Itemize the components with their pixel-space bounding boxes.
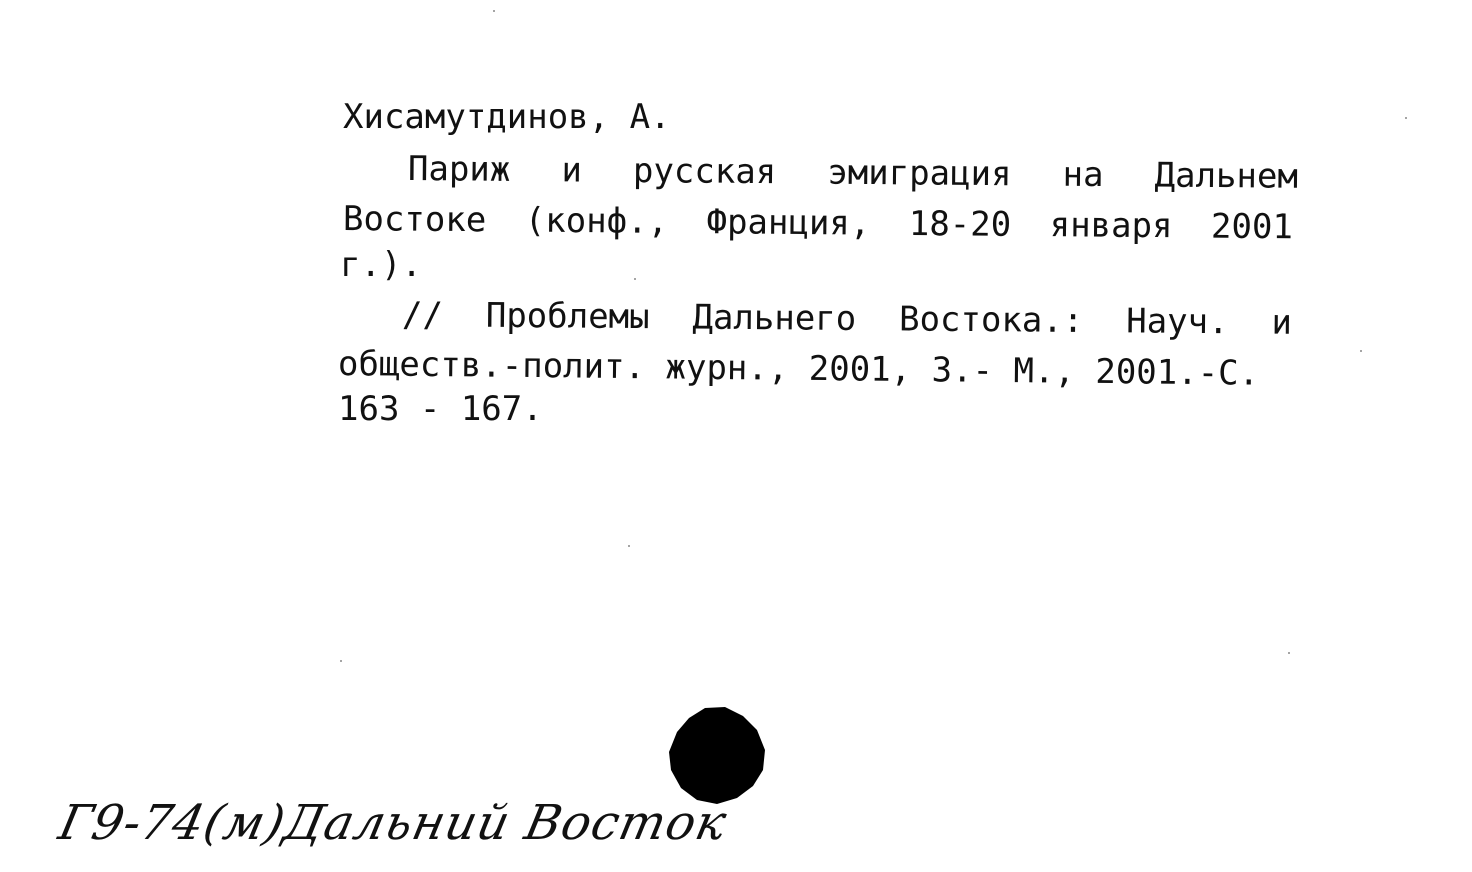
speck — [1288, 652, 1290, 654]
source-word: Дальнего — [692, 297, 857, 339]
source-word: и — [1271, 302, 1293, 343]
source-word: Востока.: — [898, 299, 1084, 341]
source-line-3: 163 - 167. — [338, 389, 543, 429]
speck — [1405, 117, 1407, 119]
speck — [628, 545, 630, 547]
title-word: эмиграция — [827, 152, 1012, 195]
source-word: Проблемы — [485, 295, 650, 338]
title-word: 18-20 — [908, 203, 1012, 245]
speck — [493, 10, 495, 12]
source-word: Науч. — [1126, 301, 1229, 343]
title-word: Франция, — [706, 202, 871, 244]
ink-blot — [667, 706, 767, 806]
title-word: 2001 — [1210, 206, 1294, 248]
handwritten-shelf-note: Г9-74(м)Дальний Восток — [54, 795, 732, 851]
title-line-2 — [342, 199, 1294, 248]
speck — [340, 660, 342, 662]
author-line: Хисамутдинов, А. — [343, 97, 671, 137]
source-line-1 — [401, 295, 1293, 343]
title-word: Париж — [407, 149, 511, 190]
title-word: (конф., — [524, 200, 669, 242]
source-word: // — [401, 295, 444, 336]
title-word: и — [561, 150, 583, 191]
title-word: на — [1062, 154, 1104, 196]
title-line-1 — [407, 149, 1299, 197]
speck — [1360, 350, 1362, 352]
title-word: Востоке — [342, 199, 487, 241]
title-line-3: г.). — [340, 245, 422, 285]
title-word: января — [1049, 205, 1173, 247]
title-word: Дальнем — [1154, 155, 1299, 197]
speck — [634, 278, 636, 280]
title-word: русская — [632, 150, 777, 193]
source-line-2: обществ.-полит. журн., 2001, 3.- М., 2001.-С. — [337, 344, 1260, 394]
